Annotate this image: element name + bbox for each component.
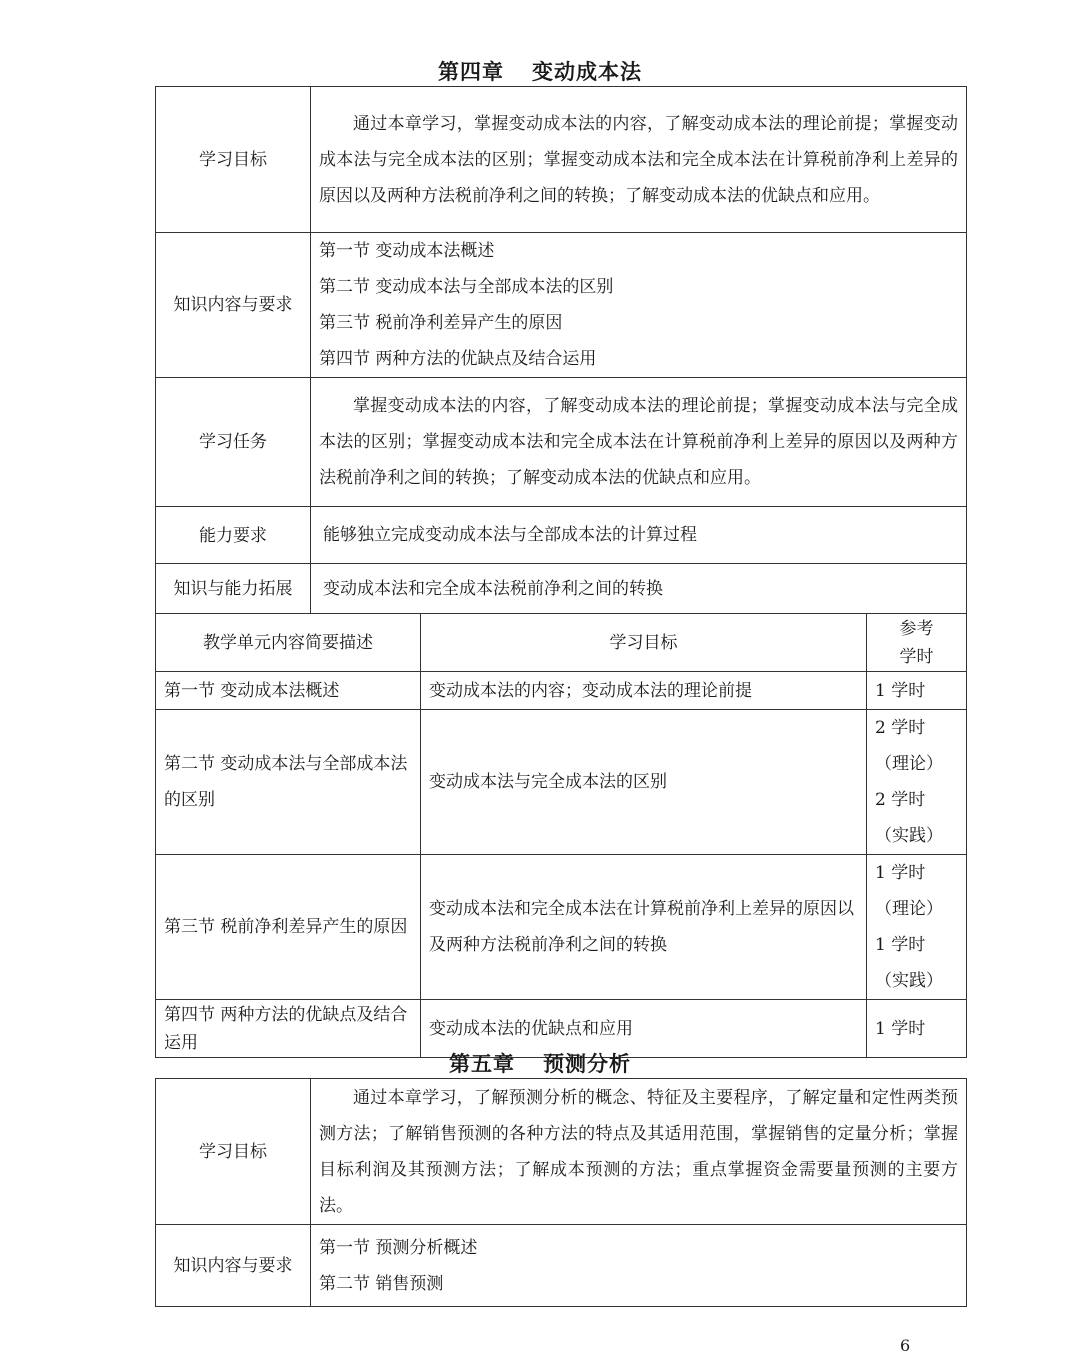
table-row: [156, 855, 967, 1000]
extension-row: [156, 564, 967, 614]
units-header-row: [156, 614, 967, 672]
units-header-hours: 参考 学时: [867, 614, 967, 672]
unit-goal: 变动成本法的内容；变动成本法的理论前提: [421, 672, 867, 710]
goal-label: 学习目标: [156, 87, 311, 233]
units-header-desc: 教学单元内容简要描述: [156, 614, 421, 672]
ability-text: 能够独立完成变动成本法与全部成本法的计算过程: [311, 507, 967, 564]
knowledge-label: 知识内容与要求: [156, 1225, 311, 1307]
chapter5-title: 第五章 预测分析: [449, 1051, 631, 1076]
unit-desc: 第二节 变动成本法与全部成本法的区别: [156, 710, 421, 855]
chapter5-info-table: [155, 1078, 967, 1307]
section-item: 第二节 变动成本法与全部成本法的区别: [319, 277, 614, 297]
chapter4-title: 第四章 变动成本法: [438, 59, 642, 84]
unit-desc: 第一节 变动成本法概述: [156, 672, 421, 710]
page-number: 6: [900, 1336, 911, 1355]
section-item: 第一节 变动成本法概述: [319, 241, 495, 261]
table-row: [156, 710, 967, 855]
unit-goal: 变动成本法和完全成本法在计算税前净利上差异的原因以及两种方法税前净利之间的转换: [421, 855, 867, 1000]
unit-hours: 2 学时 （理论） 2 学时 （实践）: [867, 710, 967, 855]
unit-goal: 变动成本法的优缺点和应用: [421, 1000, 867, 1058]
task-label: 学习任务: [156, 378, 311, 507]
extension-label: 知识与能力拓展: [156, 564, 311, 614]
goal-row: [156, 87, 967, 233]
table-row: [156, 672, 967, 710]
section-item: 第二节 销售预测: [319, 1273, 444, 1294]
unit-desc: 第三节 税前净利差异产生的原因: [156, 855, 421, 1000]
unit-desc: 第四节 两种方法的优缺点及结合运用: [156, 1000, 421, 1058]
unit-goal: 变动成本法与完全成本法的区别: [421, 710, 867, 855]
task-text: 掌握变动成本法的内容，了解变动成本法的理论前提；掌握变动成本法与完全成本法的区别；掌握变动成本法和完全成本法在计算税前净利上差异的原因以及两种方法税前净利之间的转换；了解变动成本法的优缺点和应用。: [311, 378, 967, 507]
knowledge-row: [156, 233, 967, 378]
unit-hours: 1 学时: [867, 1000, 967, 1058]
goal-label: 学习目标: [156, 1079, 311, 1225]
ability-row: [156, 507, 967, 564]
goal-text: 通过本章学习，了解预测分析的概念、特征及主要程序，了解定量和定性两类预测方法；了解销售预测的各种方法的特点及其适用范围，掌握销售的定量分析；掌握目标利润及其预测方法；了解成本预测的方法；重点掌握资金需要量预测的主要方法。: [311, 1079, 967, 1225]
chapter4-units-table: [155, 613, 967, 1058]
unit-hours: 1 学时 （理论） 1 学时 （实践）: [867, 855, 967, 1000]
units-header-goal: 学习目标: [421, 614, 867, 672]
chapter4-info-table: [155, 86, 967, 614]
ability-label: 能力要求: [156, 507, 311, 564]
knowledge-sections: [311, 233, 967, 378]
goal-row: [156, 1079, 967, 1225]
section-item: 第一节 预测分析概述: [319, 1237, 478, 1258]
unit-hours: 1 学时: [867, 672, 967, 710]
knowledge-row: [156, 1225, 967, 1307]
section-item: 第四节 两种方法的优缺点及结合运用: [319, 349, 597, 369]
knowledge-label: 知识内容与要求: [156, 233, 311, 378]
knowledge-sections: [311, 1225, 967, 1307]
section-item: 第三节 税前净利差异产生的原因: [319, 313, 563, 333]
extension-text: 变动成本法和完全成本法税前净利之间的转换: [311, 564, 967, 614]
task-row: [156, 378, 967, 507]
goal-text: 通过本章学习，掌握变动成本法的内容，了解变动成本法的理论前提；掌握变动成本法与完全成本法的区别；掌握变动成本法和完全成本法在计算税前净利上差异的原因以及两种方法税前净利之间的转换；了解变动成本法的优缺点和应用。: [311, 87, 967, 233]
